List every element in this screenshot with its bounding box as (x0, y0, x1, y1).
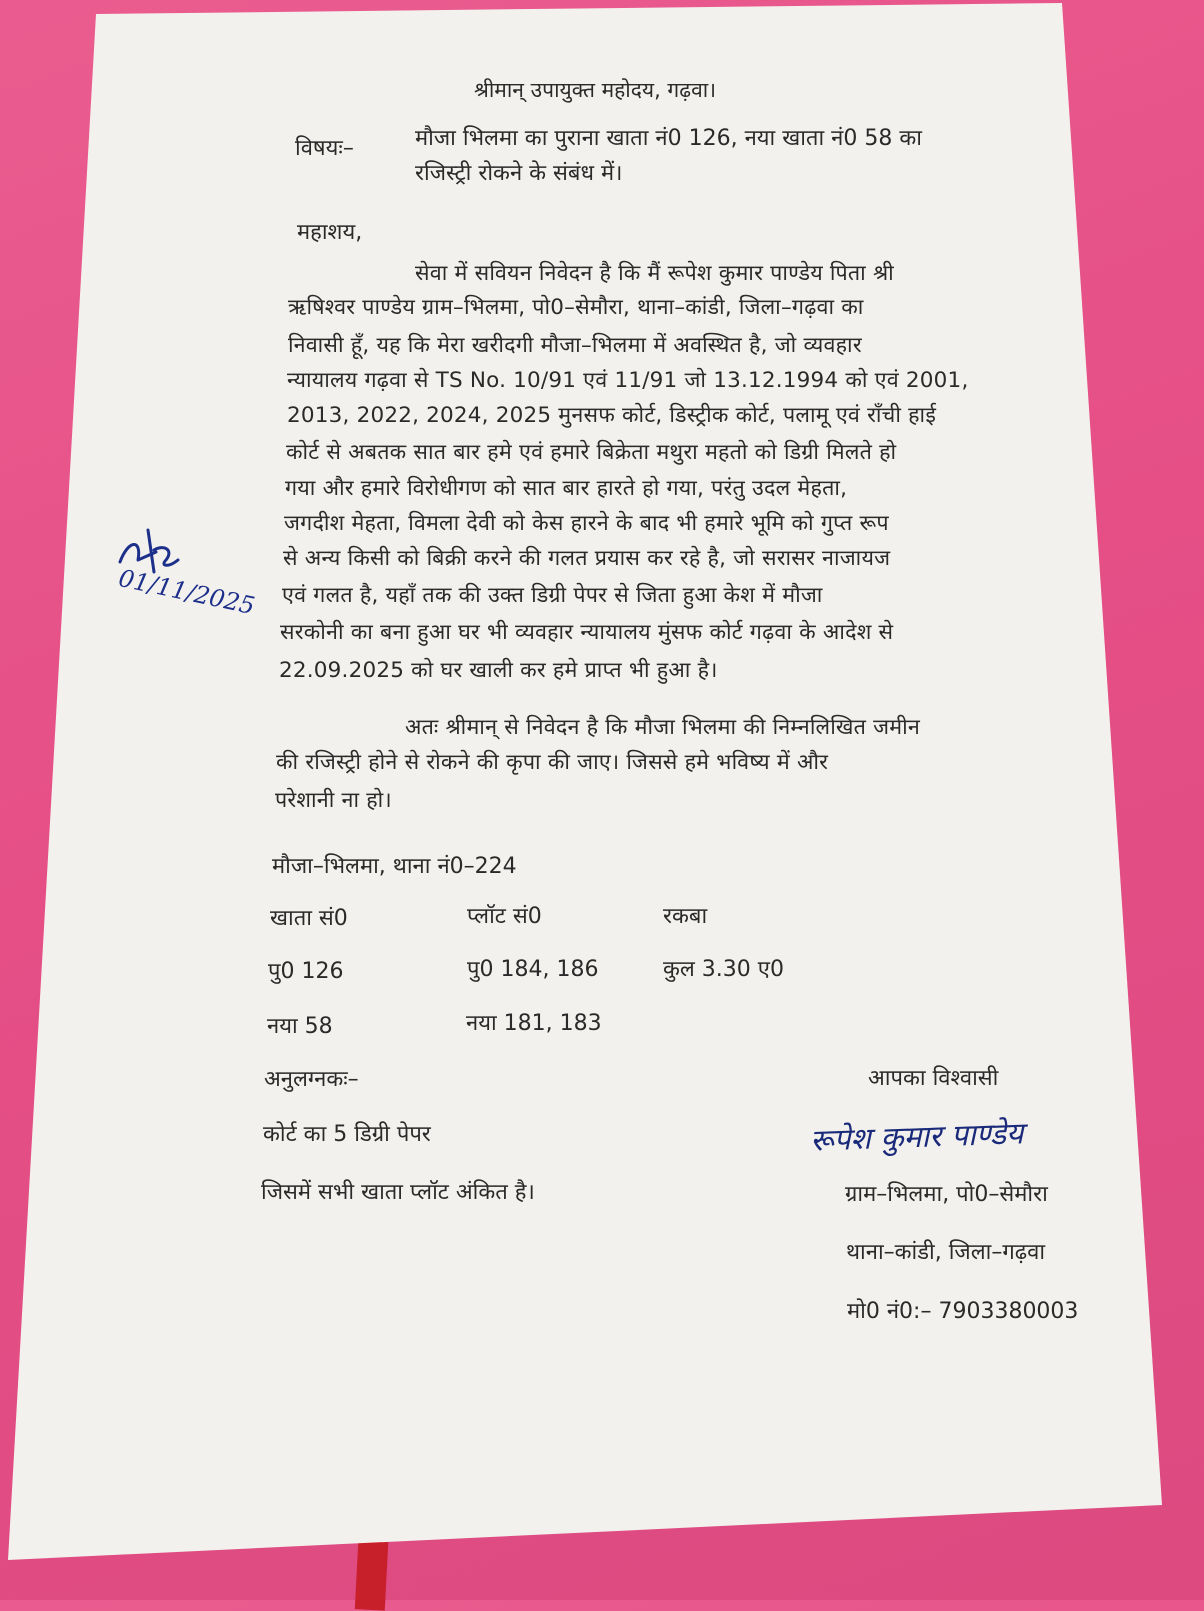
sender-phone: मो0 नं0:– 7903380003 (847, 1299, 1079, 1324)
paragraph2-line: परेशानी ना हो। (275, 788, 392, 813)
paragraph1-line: 2013, 2022, 2024, 2025 मुनसफ कोर्ट, डिस्ट्रीक कोर्ट, पलामू एवं राँची हाई (287, 403, 937, 428)
subject-line: मौजा भिलमा का पुराना खाता नं0 126, नया खाता नं0 58 का (415, 126, 922, 151)
received-stamp (108, 520, 258, 621)
paragraph1-line: से अन्य किसी को बिक्री करने की गलत प्रयास कर रहे है, जो सरासर नाजायज (283, 546, 891, 571)
sender-line: थाना–कांडी, जिला–गढ़वा (846, 1240, 1046, 1265)
table-cell: नया 181, 183 (466, 1011, 602, 1036)
subject-label: विषयः– (295, 136, 354, 161)
paragraph1-line: न्यायालय गढ़वा से TS No. 10/91 एवं 11/91 जो 13.12.1994 को एवं 2001, (287, 368, 969, 393)
paragraph1-line: सरकोनी का बना हुआ घर भी व्यवहार न्यायालय मुंसफ कोर्ट गढ़वा के आदेश से (280, 620, 894, 645)
annexure-line: जिसमें सभी खाता प्लॉट अंकित है। (261, 1180, 535, 1205)
stamp-date: 01/11/2025 (116, 564, 258, 621)
addressee: श्रीमान् उपायुक्त महोदय, गढ़वा। (474, 78, 717, 102)
paragraph1-line: जगदीश मेहता, विमला देवी को केस हारने के बाद भी हमारे भूमि को गुप्त रूप (284, 511, 889, 536)
paragraph1-line: निवासी हूँ, यह कि मेरा खरीदगी मौजा–भिलमा में अवस्थित है, जो व्यवहार (288, 333, 862, 358)
handwritten-signature: रूपेश कुमार पाण्डेय (809, 1116, 1024, 1159)
closing: आपका विश्वासी (868, 1066, 999, 1091)
paragraph2-line: अतः श्रीमान् से निवेदन है कि मौजा भिलमा की निम्नलिखित जमीन (405, 715, 921, 740)
paragraph1-line: कोर्ट से अबतक सात बार हमे एवं हमारे बिक्रेता मथुरा महतो को डिग्री मिलते हो (286, 440, 897, 465)
annexure-line: कोर्ट का 5 डिग्री पेपर (263, 1122, 431, 1147)
salutation: महाशय, (297, 220, 363, 245)
paragraph2-line: की रजिस्ट्री होने से रोकने की कृपा की जाए। जिससे हमे भविष्य में और (276, 750, 829, 775)
paragraph1-line: एवं गलत है, यहाँ तक की उक्त डिग्री पेपर से जिता हुआ केश में मौजा (282, 583, 823, 608)
sender-line: ग्राम–भिलमा, पो0–सेमौरा (845, 1182, 1048, 1207)
table-cell: नया 58 (267, 1014, 333, 1039)
land-heading: मौजा–भिलमा, थाना नं0–224 (272, 854, 517, 879)
table-header-khata: खाता सं0 (270, 906, 348, 931)
paragraph1-line: ऋषिश्वर पाण्डेय ग्राम–भिलमा, पो0–सेमौरा, थाना–कांडी, जिला–गढ़वा का (288, 295, 864, 320)
annexure-label: अनुलग्नकः– (264, 1067, 359, 1092)
table-header-plot: प्लॉट सं0 (467, 904, 542, 929)
subject-line: रजिस्ट्री रोकने के संबंध में। (415, 161, 623, 186)
paragraph1-line: सेवा में सवियन निवेदन है कि मैं रूपेश कुमार पाण्डेय पिता श्री (415, 261, 894, 286)
paragraph1-line: गया और हमारे विरोधीगण को सात बार हारते हो गया, परंतु उदल मेहता, (285, 476, 848, 501)
table-cell: पु0 126 (268, 959, 344, 984)
table-cell: पु0 184, 186 (467, 957, 599, 982)
paragraph1-line: 22.09.2025 को घर खाली कर हमे प्राप्त भी हुआ है। (279, 658, 718, 683)
table-cell: कुल 3.30 ए0 (663, 957, 784, 982)
table-header-area: रकबा (663, 904, 708, 929)
